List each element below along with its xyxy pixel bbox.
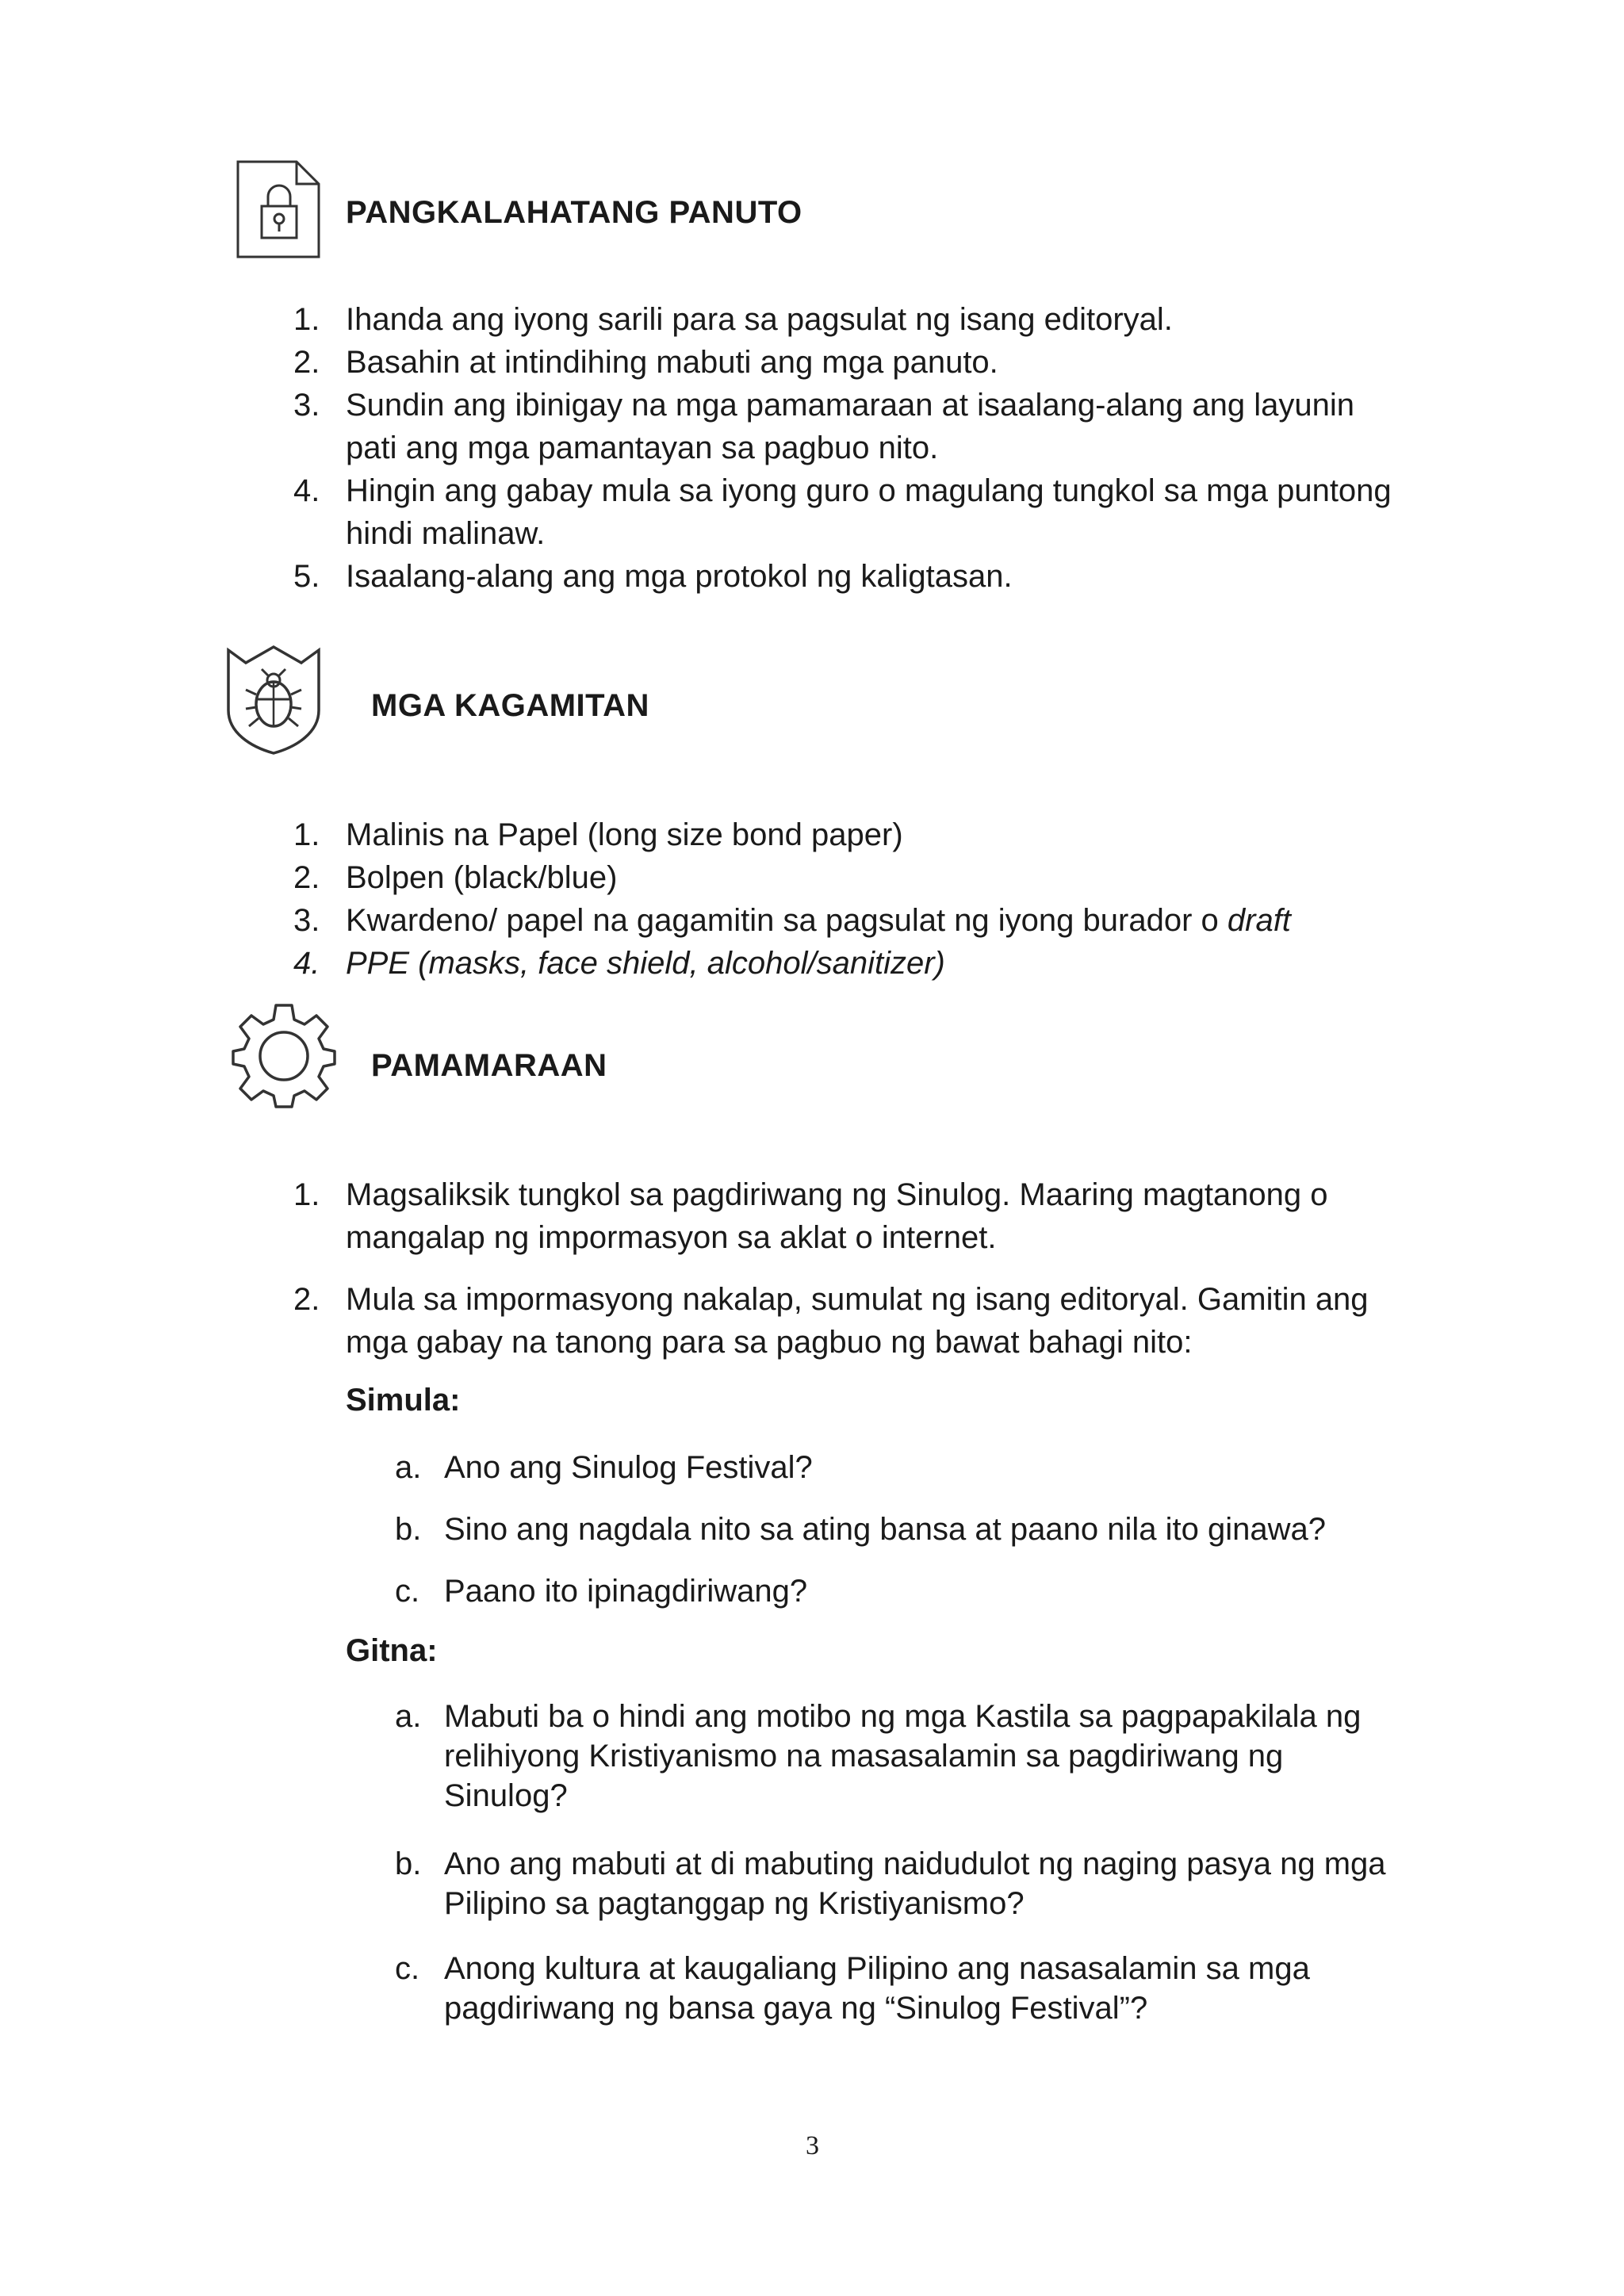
subheading-gitna: Gitna: [346, 1633, 438, 1668]
section-heading-pamamaraan: PAMAMARAAN [371, 1048, 607, 1083]
subheading-simula: Simula: [346, 1383, 461, 1418]
locked-document-icon [235, 159, 322, 260]
emphasis-text: draft [1227, 903, 1291, 938]
shield-bug-icon [224, 644, 324, 755]
page-number: 3 [806, 2131, 819, 2160]
gear-icon [228, 1001, 339, 1112]
section-heading-kagamitan: MGA KAGAMITAN [371, 688, 649, 723]
section-heading-panuto: PANGKALAHATANG PANUTO [346, 195, 802, 230]
